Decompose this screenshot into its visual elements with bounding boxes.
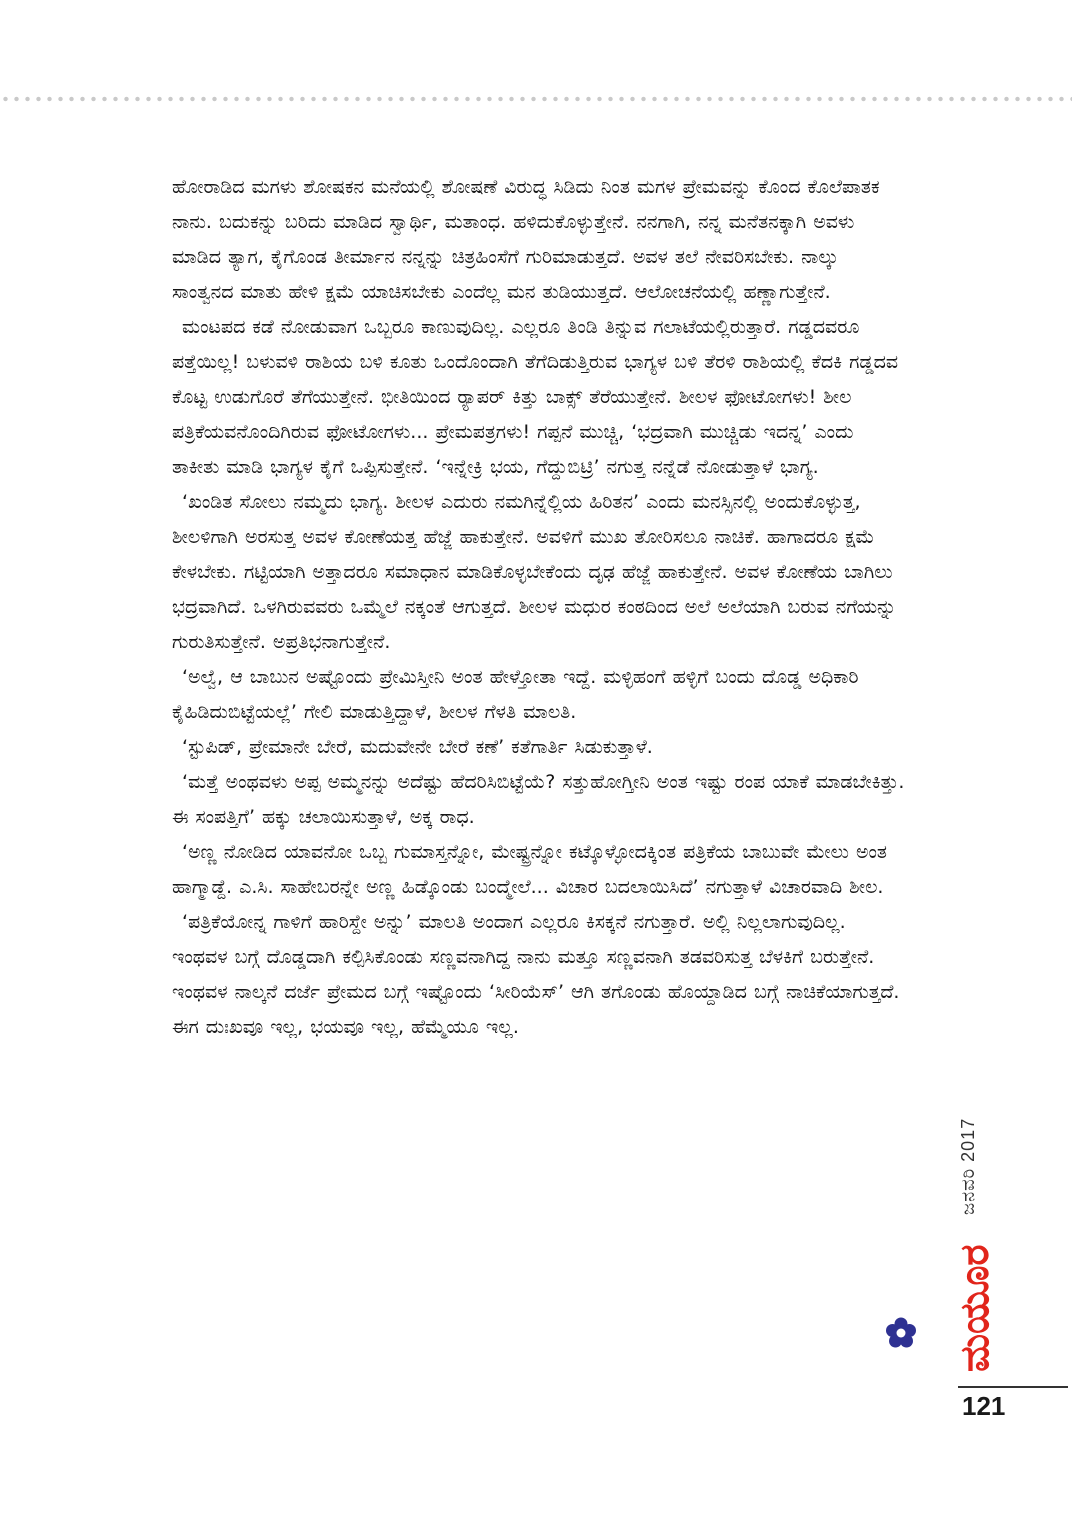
magazine-logo: ಮಯೂರ <box>952 1244 998 1372</box>
page-number: 121 <box>962 1391 1006 1421</box>
article-body <box>172 170 907 1045</box>
paragraph: ಹೋರಾಡಿದ ಮಗಳು ಶೋಷಕನ ಮನೆಯಲ್ಲಿ ಶೋಷಣೆ ವಿರುದ್ಧ ಸಿಡಿದು ನಿಂತ ಮಗಳ ಪ್ರೇಮವನ್ನು ಕೊಂದ ಕೊಲೆಪಾತಕ ನಾನು. ಬದುಕನ್ನು ಬರಿದು ಮಾಡಿದ ಸ್ವಾರ್ಥಿ, ಮತಾಂಧ. ಹಳಿದುಕೊಳ್ಳುತ್ತೇನೆ. ನನಗಾಗಿ, ನನ್ನ ಮನೆತನಕ್ಕಾಗಿ ಅವಳು ಮಾಡಿದ ತ್ಯಾಗ, ಕೈಗೊಂಡ ತೀರ್ಮಾನ ನನ್ನನ್ನು ಚಿತ್ರಹಿಂಸೆಗೆ ಗುರಿಮಾಡುತ್ತದೆ. ಅವಳ ತಲೆ ನೇವರಿಸಬೇಕು. ನಾಲ್ಕು ಸಾಂತ್ವನದ ಮಾತು ಹೇಳಿ ಕ್ಷಮೆ ಯಾಚಿಸಬೇಕು ಎಂದೆಲ್ಲ ಮನ ತುಡಿಯುತ್ತದೆ. ಆಲೋಚನೆಯಲ್ಲಿ ಹಣ್ಣಾಗುತ್ತೇನೆ. <box>172 176 880 303</box>
paragraph: ‘ಅಲ್ವೆ, ಆ ಬಾಬುನ ಅಷ್ಟೊಂದು ಪ್ರೇಮಿಸ್ತೀನಿ ಅಂತ ಹೇಳ್ತೋತಾ ಇದ್ದೆ. ಮಳ್ಳಿಹಂಗೆ ಹಳ್ಳಿಗೆ ಬಂದು ದೊಡ್ಡ ಅಧಿಕಾರಿ ಕೈಹಿಡಿದುಬಿಟ್ಟೆಯಲ್ಲೆ’ ಗೇಲಿ ಮಾಡುತ್ತಿದ್ದಾಳೆ, ಶೀಲಳ ಗೆಳತಿ ಮಾಲತಿ. <box>172 666 859 723</box>
dotted-header-rule <box>0 96 1072 102</box>
paragraph: ‘ಅಣ್ಣ ನೋಡಿದ ಯಾವನೋ ಒಬ್ಬ ಗುಮಾಸ್ತನ್ನೋ, ಮೇಷ್ಟ್ರನ್ನೋ ಕಟ್ಕೊಳ್ಳೋದಕ್ಕಿಂತ ಪತ್ರಿಕೆಯ ಬಾಬುವೇ ಮೇಲು ಅಂತ ಹಾಗ್ಮಾಡ್ದೆ. ಎ.ಸಿ. ಸಾಹೇಬರನ್ನೇ ಅಣ್ಣ ಹಿಡ್ಕೊಂಡು ಬಂದ್ಮೇಲೆ... ವಿಚಾರ ಬದಲಾಯಿಸಿದೆ’ ನಗುತ್ತಾಳೆ ವಿಚಾರವಾದಿ ಶೀಲ. <box>172 841 887 898</box>
paragraph: ‘ಪತ್ರಿಕೆಯೋನ್ನ ಗಾಳಿಗೆ ಹಾರಿಸ್ದೇ ಅನ್ನು’ ಮಾಲತಿ ಅಂದಾಗ ಎಲ್ಲರೂ ಕಿಸಕ್ಕನೆ ನಗುತ್ತಾರೆ. ಅಲ್ಲಿ ನಿಲ್ಲಲಾಗುವುದಿಲ್ಲ. ಇಂಥವಳ ಬಗ್ಗೆ ದೊಡ್ಡದಾಗಿ ಕಲ್ಪಿಸಿಕೊಂಡು ಸಣ್ಣವನಾಗಿದ್ದ ನಾನು ಮತ್ತೂ ಸಣ್ಣವನಾಗಿ ತಡವರಿಸುತ್ತ ಬೆಳಕಿಗೆ ಬರುತ್ತೇನೆ. ಇಂಥವಳ ನಾಲ್ಕನೆ ದರ್ಜೆ ಪ್ರೇಮದ ಬಗ್ಗೆ ಇಷ್ಟೊಂದು ‘ಸೀರಿಯೆಸ್’ ಆಗಿ ತಗೊಂಡು ಹೊಯ್ದಾಡಿದ ಬಗ್ಗೆ ನಾಚಿಕೆಯಾಗುತ್ತದೆ. ಈಗ ದುಃಖವೂ ಇಲ್ಲ, ಭಯವೂ ಇಲ್ಲ, ಹೆಮ್ಮೆಯೂ ಇಲ್ಲ. <box>172 911 900 1038</box>
page-number-rule <box>958 1386 1068 1388</box>
paragraph: ‘ಖಂಡಿತ ಸೋಲು ನಮ್ಮದು ಭಾಗ್ಯ. ಶೀಲಳ ಎದುರು ನಮಗಿನ್ನೆಲ್ಲಿಯ ಹಿರಿತನ’ ಎಂದು ಮನಸ್ಸಿನಲ್ಲಿ ಅಂದುಕೊಳ್ಳುತ್ತ, ಶೀಲಳಿಗಾಗಿ ಅರಸುತ್ತ ಅವಳ ಕೋಣೆಯತ್ತ ಹೆಜ್ಜೆ ಹಾಕುತ್ತೇನೆ. ಅವಳಿಗೆ ಮುಖ ತೋರಿಸಲೂ ನಾಚಿಕೆ. ಹಾಗಾದರೂ ಕ್ಷಮೆ ಕೇಳಬೇಕು. ಗಟ್ಟಿಯಾಗಿ ಅತ್ತಾದರೂ ಸಮಾಧಾನ ಮಾಡಿಕೊಳ್ಳಬೇಕೆಂದು ದೃಢ ಹೆಜ್ಜೆ ಹಾಕುತ್ತೇನೆ. ಅವಳ ಕೋಣೆಯ ಬಾಗಿಲು ಭದ್ರವಾಗಿದೆ. ಒಳಗಿರುವವರು ಒಮ್ಮೆಲೆ ನಕ್ಕಂತೆ ಆಗುತ್ತದೆ. ಶೀಲಳ ಮಧುರ ಕಂಠದಿಂದ ಅಲೆ ಅಲೆಯಾಗಿ ಬರುವ ನಗೆಯನ್ನು ಗುರುತಿಸುತ್ತೇನೆ. ಅಪ್ರತಿಭನಾಗುತ್ತೇನೆ. <box>172 491 897 653</box>
paragraph: ‘ಮತ್ತೆ ಅಂಥವಳು ಅಪ್ಪ ಅಮ್ಮನನ್ನು ಅದೆಷ್ಟು ಹೆದರಿಸಿಬಿಟ್ಟೆಯೆ? ಸತ್ತುಹೋಗ್ತೀನಿ ಅಂತ ಇಷ್ಟು ರಂಪ ಯಾಕೆ ಮಾಡಬೇಕಿತ್ತು. ಈ ಸಂಪತ್ತಿಗೆ’ ಹಕ್ಕು ಚಲಾಯಿಸುತ್ತಾಳೆ, ಅಕ್ಕ ರಾಧ. <box>172 771 905 828</box>
paragraph: ‘ಸ್ಟುಪಿಡ್, ಪ್ರೇಮಾನೇ ಬೇರೆ, ಮದುವೇನೇ ಬೇರೆ ಕಣೆ’ ಕತೆಗಾರ್ತಿ ಸಿಡುಕುತ್ತಾಳೆ. <box>182 736 653 758</box>
flower-icon <box>884 1316 918 1350</box>
issue-month-year: ಜನವರಿ 2017 <box>958 1117 978 1215</box>
paragraph: ಮಂಟಪದ ಕಡೆ ನೋಡುವಾಗ ಒಬ್ಬರೂ ಕಾಣುವುದಿಲ್ಲ. ಎಲ್ಲರೂ ತಿಂಡಿ ತಿನ್ನುವ ಗಲಾಟೆಯಲ್ಲಿರುತ್ತಾರೆ. ಗಡ್ಡದವರೂ ಪತ್ತೆಯಿಲ್ಲ! ಬಳುವಳಿ ರಾಶಿಯ ಬಳಿ ಕೂತು ಒಂದೊಂದಾಗಿ ತೆಗೆದಿಡುತ್ತಿರುವ ಭಾಗ್ಯಳ ಬಳಿ ತೆರಳಿ ರಾಶಿಯಲ್ಲಿ ಕೆದಕಿ ಗಡ್ಡದವ ಕೊಟ್ಟ ಉಡುಗೊರೆ ತೆಗೆಯುತ್ತೇನೆ. ಭೀತಿಯಿಂದ ರ್‍ಯಾಪರ್ ಕಿತ್ತು ಬಾಕ್ಸ್ ತೆರೆಯುತ್ತೇನೆ. ಶೀಲಳ ಫೋಟೋಗಳು! ಶೀಲ ಪತ್ರಿಕೆಯವನೊಂದಿಗಿರುವ ಫೋಟೋಗಳು... ಪ್ರೇಮಪತ್ರಗಳು! ಗಪ್ಪನೆ ಮುಚ್ಚಿ, ‘ಭದ್ರವಾಗಿ ಮುಚ್ಚಿಡು ಇದನ್ನ’ ಎಂದು ತಾಕೀತು ಮಾಡಿ ಭಾಗ್ಯಳ ಕೈಗೆ ಒಪ್ಪಿಸುತ್ತೇನೆ. ‘ಇನ್ನೇಕ್ರಿ ಭಯ, ಗೆದ್ದುಬಿಟ್ರಿ’ ನಗುತ್ತ ನನ್ನೆಡೆ ನೋಡುತ್ತಾಳೆ ಭಾಗ್ಯ. <box>172 316 899 478</box>
